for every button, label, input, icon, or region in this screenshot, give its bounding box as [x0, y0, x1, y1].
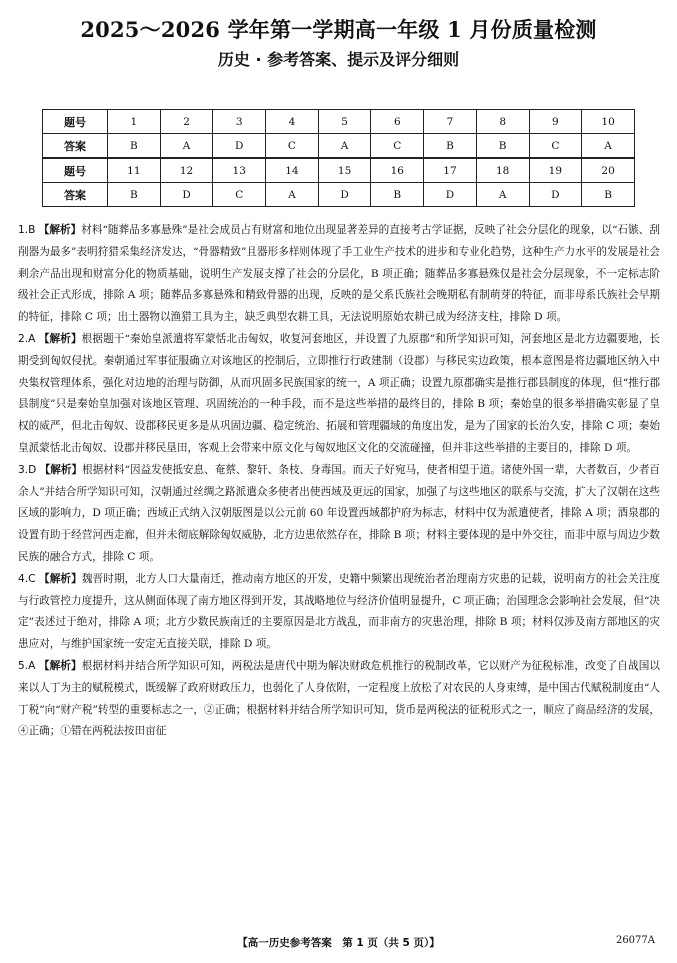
- question-number: 13: [213, 158, 266, 183]
- question-number: 4: [266, 110, 319, 134]
- analysis-tag: 【解析】: [39, 463, 83, 476]
- item-number: 3.: [18, 463, 29, 476]
- answer-cell: B: [108, 183, 161, 207]
- row-label-number: 题号: [43, 110, 108, 134]
- answer-cell: D: [160, 183, 213, 207]
- item-text: 魏晋时期，北方人口大量南迁，推动南方地区的开发，史籍中频繁出现统治者治理南方灾患的记载，说明南方的社会关注度与行政管控力度提升，这从侧面体现了南方地区得到开发，其战略地位与经济价值明显提升，C 项正确；治国理念会影响社会发展，但“决定”表述过于绝对，排除 A 项；北方少数民族南迁的主要原因是北方战乱，而非南方的灾患治理，排除 B 项；材料仅涉及南方部地区的灾患应对，与维护国家统一安定无直接关联，排除 D 项。: [18, 572, 660, 651]
- question-number: 14: [266, 158, 319, 183]
- row-label-answer: 答案: [43, 134, 108, 159]
- question-number: 7: [424, 110, 477, 134]
- answer-table: [42, 109, 635, 207]
- answer-cell: A: [266, 183, 319, 207]
- item-text: 根据材料并结合所学知识可知，两税法是唐代中期为解决财政危机推行的税制改革，它以财产为征税标准，改变了自战国以来以人丁为主的赋税模式，既缓解了政府财政压力，也弱化了人身依附，一定程度上放松了对农民的人身束缚，是中国古代赋税制度由“人丁税”向“财产税”转型的重要标志之一，②正确；根据材料并结合所学知识可知，货币是两税法的征税形式之一，顺应了商品经济的发展，④正确；①错在两税法按田亩征: [18, 659, 661, 738]
- answer-cell: B: [371, 183, 424, 207]
- question-number: 5: [318, 110, 371, 134]
- analysis-tag: 【解析】: [38, 659, 82, 672]
- answer-cell: B: [108, 134, 161, 159]
- item-text: 根据题干“秦始皇派遣将军蒙恬北击匈奴，收复河套地区，并设置了九原郡”和所学知识可知，河套地区是北方边疆要地，长期受到匈奴侵扰。秦朝通过军事征服确立对该地区的控制后，立即推行行政建制（设郡）与移民实边政策，根本意图是将边疆地区纳入中央集权管理体系，强化对边地的治理与防御，从而巩固多民族国家的统一，A 项正确；设置九原郡确实是推行郡县制度的体现，但“推行郡县制度”只是秦始皇加强对该地区管理、巩固统治的一种手段，而不是这些举措的最终目的，排除 B 项；秦始皇的很多举措确实彰显了皇权的威严，但北击匈奴、设郡移民更多是从巩固边疆、稳定统治、拓展和管理疆域的角度出发，是为了国家的长治久安，排除 C 项；秦始皇派蒙恬北击匈奴、设郡并移民垦田，客观上会带来中原文化与匈奴地区文化的交流碰撞，但并非这些举措的主要目的，排除 D 项。: [18, 332, 661, 454]
- answer-cell: D: [318, 183, 371, 207]
- answer-cell: C: [213, 183, 266, 207]
- question-number: 6: [371, 110, 424, 134]
- item-answer: B: [28, 224, 36, 236]
- page-subtitle: 历史 · 参考答案、提示及评分细则: [217, 50, 460, 69]
- table-row: [43, 183, 635, 207]
- question-number: 18: [476, 158, 529, 183]
- row-label-number: 题号: [43, 158, 108, 183]
- item-text: 材料“随葬品多寡悬殊”是社会成员占有财富和地位出现显著差异的直接考古学证据，反映了社会分层化的现象，以“石镞、刮削器为最多”表明狩猎采集经济发达，“骨器精致”且器形多样则体现了手工业生产技术的进步和专业化趋势，这种生产力水平的发展是社会剩余产品出现和财富分化的物质基础，说明生产发展支撑了社会的分层化，B 项正确；随葬品多寡悬殊仅是社会分层现象，不一定标志阶级社会正式形成，排除 A 项；随葬品多寡悬殊和精致骨器的出现，反映的是父系氏族社会晚期私有制萌芽的特征，而非母系氏族社会早期的特征，排除 C 项；出土器物以渔猎工具为主，缺乏典型农耕工具，无法说明原始农耕已成为经济支柱，排除 D 项。: [18, 224, 660, 324]
- answer-cell: C: [371, 134, 424, 159]
- question-number: 3: [213, 110, 266, 134]
- question-number: 17: [424, 158, 477, 183]
- question-number: 8: [476, 110, 529, 134]
- question-number: 2: [160, 110, 213, 134]
- explanation-item: [18, 329, 660, 460]
- item-number: 4.: [18, 572, 29, 585]
- answer-cell: B: [424, 134, 477, 159]
- question-number: 19: [529, 158, 582, 183]
- answer-cell: A: [318, 134, 371, 159]
- table-row: [43, 110, 635, 134]
- footer-code: 26077A: [615, 935, 655, 946]
- question-number: 11: [108, 158, 161, 183]
- footer-page-info: 【高一历史参考答案 第 1 页（共 5 页）】: [237, 937, 440, 949]
- explanation-item: [18, 460, 660, 569]
- question-number: 10: [582, 110, 635, 134]
- answer-cell: A: [582, 134, 635, 159]
- item-number: 1.: [18, 224, 29, 236]
- answer-cell: B: [582, 183, 635, 207]
- table-row: [43, 134, 635, 159]
- item-answer: A: [28, 659, 36, 672]
- explanation-item: [18, 220, 660, 329]
- question-number: 16: [371, 158, 424, 183]
- answer-cell: B: [476, 134, 529, 159]
- item-number: 2.: [18, 332, 29, 345]
- analysis-tag: 【解析】: [39, 572, 82, 585]
- item-text: 根据材料“因益发使抵安息、奄蔡、黎轩、条枝、身毒国。而天子好宛马，使者相望于道。诸使外国一辈，大者数百，少者百余人”并结合所学知识可知，汉朝通过丝绸之路派遣众多使者出使西域及更远的国家，加强了与这些地区的联系与交流，扩大了汉朝在这些区域的影响力，D 项正确；西域正式纳入汉朝版图是以公元前 60 年设置西域都护府为标志，材料中仅为派遣使者，排除 A 项；酒泉郡的设置有助于经营河西走廊，但并未彻底解除匈奴威胁，北方边患依然存在，排除 B 项；材料主要体现的是中外交往，而非中原与周边少数民族的融合方式，排除 C 项。: [18, 463, 661, 563]
- item-number: 5.: [18, 659, 29, 672]
- question-number: 15: [318, 158, 371, 183]
- analysis-tag: 【解析】: [38, 224, 82, 236]
- page-title: 2025～2026 学年第一学期高一年级 1 月份质量检测: [80, 17, 597, 42]
- question-number: 1: [108, 110, 161, 134]
- answer-cell: D: [213, 134, 266, 159]
- answer-cell: D: [424, 183, 477, 207]
- answer-cell: C: [529, 134, 582, 159]
- answer-cell: A: [160, 134, 213, 159]
- question-number: 9: [529, 110, 582, 134]
- item-answer: C: [28, 572, 36, 585]
- item-answer: A: [28, 332, 36, 345]
- question-number: 20: [582, 158, 635, 183]
- explanations: [18, 220, 660, 743]
- answer-cell: C: [266, 134, 319, 159]
- item-answer: D: [28, 463, 37, 476]
- answer-cell: A: [476, 183, 529, 207]
- table-row: [43, 158, 635, 183]
- question-number: 12: [160, 158, 213, 183]
- explanation-item: [18, 569, 660, 656]
- answer-cell: D: [529, 183, 582, 207]
- row-label-answer: 答案: [43, 183, 108, 207]
- analysis-tag: 【解析】: [38, 332, 82, 345]
- explanation-item: [18, 656, 660, 743]
